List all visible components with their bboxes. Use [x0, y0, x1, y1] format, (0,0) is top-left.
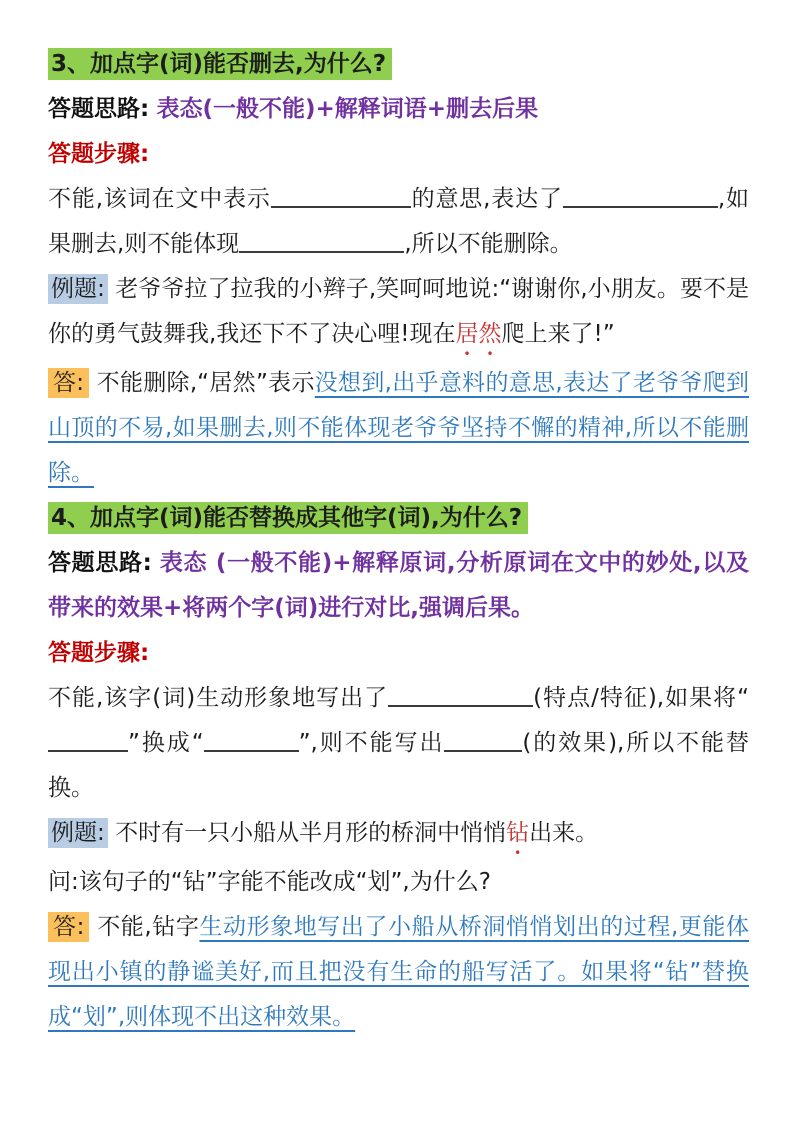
template-text: ,所以不能删除。	[404, 231, 573, 257]
answer-line	[48, 361, 749, 496]
idea-label: 答题思路:	[48, 550, 152, 576]
section-3	[48, 42, 749, 496]
steps-line	[48, 631, 749, 676]
question-line: 问:该句子的“钻”字能不能改成“划”,为什么?	[48, 869, 491, 895]
idea-text: 表态 (一般不能)+解释原词,分析原词在文中的妙处,以及带来的效果+将两个字(词)进行对比,强调后果。	[48, 550, 750, 621]
steps-line	[48, 132, 749, 177]
blank-line	[388, 691, 533, 707]
template-text: (特点/特征),如果将“	[533, 685, 750, 711]
blank-line	[239, 237, 404, 253]
answer-template	[48, 177, 749, 267]
template-text: 不能,该词在文中表示	[48, 186, 271, 212]
idea-text: 表态(一般不能)+解释词语+删去后果	[156, 96, 539, 122]
blank-line	[563, 192, 718, 208]
template-text: 不能,该字(词)生动形象地写出了	[48, 685, 389, 711]
idea-line	[48, 541, 749, 631]
answer-template	[48, 676, 749, 811]
template-text: (的效果),所以不能替换。	[48, 730, 749, 801]
blank-line	[444, 736, 522, 752]
answer-plain-text: 不能删除,“居然”表示	[96, 370, 315, 396]
section-heading: 4、加点字(词)能否替换成其他字(词),为什么?	[48, 502, 528, 534]
template-text: ”换成“	[128, 730, 204, 756]
answer-line	[48, 905, 749, 1040]
example-text: 老爷爷拉了拉我的小辫子,笑呵呵地说:“谢谢你,小朋友。要不是你的勇气鼓舞我,我还下不了决心哩!现在	[48, 276, 750, 347]
example-label: 例题:	[48, 818, 108, 848]
section-heading: 3、加点字(词)能否删去,为什么?	[48, 48, 392, 80]
answer-highlighted: 没想到,出乎意料的意思,表达了老爷爷爬到山顶的不易,如果删去,则不能体现老爷爷坚持不懈的精神,所以不能删除。	[48, 370, 749, 486]
section-3-heading-line	[48, 42, 749, 87]
answer-plain-text: 不能,钻字	[97, 914, 200, 940]
example-line	[48, 267, 749, 361]
blank-line	[271, 192, 411, 208]
example-label: 例题:	[48, 274, 108, 304]
example-text: 不时有一只小船从半月形的桥洞中悄悄	[115, 820, 507, 846]
example-text: 出来。	[529, 820, 599, 846]
answer-highlighted: 生动形象地写出了小船从桥洞悄悄划出的过程,更能体现出小镇的静谧美好,而且把没有生命的船写活了。如果将“钻”替换成“划”,则体现不出这种效果。	[48, 914, 750, 1030]
example-text: 爬上来了!”	[501, 321, 615, 347]
answer-label: 答:	[48, 368, 89, 398]
section-4-heading-line	[48, 496, 749, 541]
steps-label: 答题步骤:	[48, 640, 150, 666]
idea-label: 答题思路:	[48, 96, 150, 122]
emphasized-word: 居然	[455, 321, 502, 347]
template-text: 的意思,表达了	[410, 186, 563, 212]
answer-label: 答:	[48, 912, 89, 942]
example-line	[48, 811, 749, 860]
blank-line	[48, 736, 128, 752]
template-text: ,如果删去,则不能体现	[48, 186, 750, 257]
emphasized-word: 钻	[506, 820, 530, 846]
idea-line	[48, 87, 749, 132]
template-text: ”,则不能写出	[298, 730, 445, 756]
steps-label: 答题步骤:	[48, 141, 150, 167]
blank-line	[204, 736, 299, 752]
section-4	[48, 496, 749, 1040]
